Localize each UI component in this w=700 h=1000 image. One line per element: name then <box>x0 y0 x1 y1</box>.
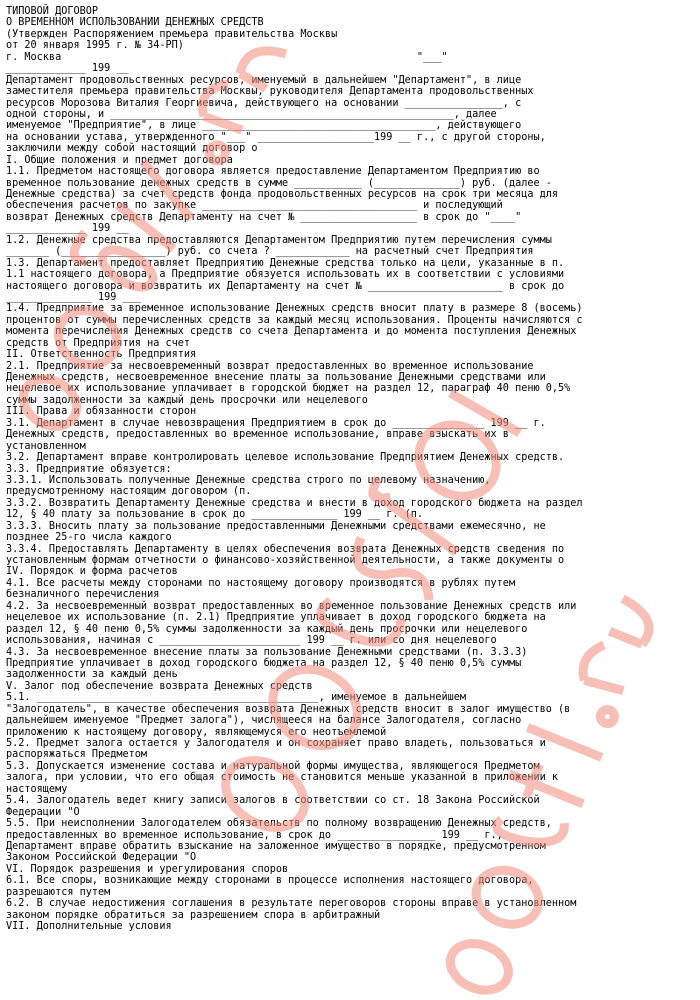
document-line: приложению к настоящему договору, являющемуся его неотъемлемой <box>6 726 387 738</box>
document-line: именуемое "Предприятие", в лице ______________________________________, действующего <box>6 120 522 132</box>
document-line: предусмотренному настоящим договором (п. <box>6 486 252 498</box>
document-line: III. Права и обязанности сторон <box>6 406 197 418</box>
document-line: VI. Порядок разрешения и урегулирования споров <box>6 863 289 875</box>
document-line: "Залогодатель", в качестве обеспечения возврата Денежных средств вносит в залог имущество (в <box>6 703 571 715</box>
document-line: 6.2. В случае недостижения соглашения в результате переговоров стороны вправе в установленном <box>6 898 577 910</box>
document-line: обеспечения расчетов по закупке ___________________________________ и последующий <box>6 200 503 212</box>
document-line: 5.2. Предмет залога остается у Залогодателя и он сохраняет право владеть, пользоваться и <box>6 738 546 749</box>
document-line: 1.2. Денежные средства предоставляются Департаментом Предприятию путем перечисления суммы <box>6 234 552 246</box>
document-line: залога, при условии, что его общая стоимость не становится меньше указанной в приложении к <box>6 772 559 784</box>
document-line: временное пользование денежных средств в сумме ___________ (______________) руб. (далее - <box>6 177 552 189</box>
document-line: Федерации "О <box>6 806 80 818</box>
document-line: задолженности за каждый день <box>6 669 178 681</box>
document-line: момента перечисления Денежных средств со счета Департамента и до момента поступления Денежных <box>6 326 577 338</box>
document-line: от 20 января 1995 г. № 34-РП) <box>6 40 184 52</box>
document-line: ______________ 199 ___ <box>6 291 141 303</box>
document-line: 5.4. Залогодатель ведет книгу записи залогов в соответствии со ст. 18 Закона Российской <box>6 795 540 807</box>
document-line: 3.3.1. Использовать полученные Денежные средства строго по целевому назначению, <box>6 474 491 486</box>
document-line: 4.3. За несвоевременное внесение платы за пользование Денежными средствами (п. 3.3.3) <box>6 646 528 658</box>
document-line: 3.3. Предприятие обязуется: <box>6 463 172 475</box>
document-body <box>6 6 694 932</box>
document-line: 1.3. Департамент предоставляет Предприятию Денежные средства только на цели, указанные в п. <box>6 257 565 269</box>
document-line: нецелевое их использование (п. 2.1) Предприятие уплачивает в доход городского бюджета на <box>6 612 546 624</box>
document-line: 5.1. ______________________________________________, именуемое в дальнейшем <box>6 692 467 704</box>
document-line: (Утвержден Распоряжением премьера правительства Москвы <box>6 28 338 40</box>
document-line: 3.3.2. Возвратить Департаменту Денежные средства и внести в доход городского бюджета на раздел <box>6 497 583 509</box>
document-line: IV. Порядок и форма расчетов <box>6 566 178 578</box>
document-line: заместителя премьера правительства Москвы, руководителя Департамента продовольственных <box>6 86 534 98</box>
document-line: заключили между собой настоящий договор о <box>6 143 258 155</box>
document-line: 5.3. Допускается изменение состава и натуральной формы имущества, являющегося Предметом <box>6 760 540 772</box>
document-line: 4.2. За несвоевременный возврат предоставленных во временное пользование Денежных средств или <box>6 600 577 612</box>
document-line: Денежные средства) за счет средств фонда продовольственных ресурсов на срок три месяца для <box>6 189 559 200</box>
document-line: 1.4. Предприятие за временное использование Денежных средств вносит плату в размере 8 (восемь) <box>6 303 583 315</box>
document-line: _______ (_________________) руб. со счета ? ____________ на расчетный счет Предприятия <box>6 246 534 258</box>
document-line: 3.3.3. Вносить плату за пользование предоставленными Денежными средствами ежемесячно, не <box>6 520 546 532</box>
document-line: распоряжаться Предметом <box>6 749 148 761</box>
document-line: 6.1. Все споры, возникающие между сторонами в процессе исполнения настоящего договора, <box>6 875 534 887</box>
document-line: Законом Российской Федерации "О <box>6 852 197 864</box>
document-line: предоставленных во временное использование, в срок до ________________ 199 __ г., <box>6 829 503 841</box>
document-line: _____________ 199 __ <box>6 223 129 235</box>
document-line: 1.1 настоящего договора, а Предприятие обязуется использовать их в соответствии с условиями <box>6 269 565 281</box>
document-line: раздел 12, § 40 пеню 0,5% суммы задолженности за каждый день просрочки или нецелевого <box>6 623 528 635</box>
document-line: разрешаются путем <box>6 886 111 898</box>
document-line: 3.3.4. Предоставлять Департаменту в целях обеспечения возврата Денежных средств сведения по <box>6 543 565 555</box>
document-line: 5.5. При неисполнении Залогодателем обязательств по полному возвращению Денежных средств, <box>6 818 552 830</box>
document-line: установленным формам отчетности о финансово-хозяйственной деятельности, а также документы о <box>6 555 565 566</box>
document-line: 4.1. Все расчеты между сторонами по настоящему договору производятся в рублях путем <box>6 577 516 589</box>
document-line: установленном <box>6 440 86 452</box>
document-line: Департамент вправе обратить взыскание на заложенное имущество в порядке, предусмотренном <box>6 840 546 852</box>
document-line: возврат Денежных средств Департаменту на счет № ___________________ в срок до "____" <box>6 211 522 223</box>
document-line: настоящего договора и возвратить их Департаменту на счет № ______________________ в срок до <box>6 280 565 292</box>
document-line: Предприятие уплачивает в доход городского бюджета на раздел 12, § 40 пеню 0,5% суммы <box>6 657 522 669</box>
document-line: позднее 25-го числа каждого <box>6 532 172 544</box>
document-line: использования, начиная с _______________________ 199 __ г. или со дня нецелевого <box>6 635 497 647</box>
document-line: 3.2. Департамент вправе контролировать целевое использование Предприятием Денежных средств. <box>6 452 565 464</box>
document-line: дальнейшем именуемое "Предмет залога"), числящееся на балансе Залогодателя, согласно <box>6 715 522 727</box>
watermark-glyph <box>443 935 515 998</box>
document-line: процентов от суммы перечисленных средств за каждый месяц использования. Проценты начисляются с <box>6 314 583 326</box>
document-line: 2.1. Предприятие за несвоевременный возврат предоставленных во временное использование <box>6 360 534 372</box>
document-line: II. Ответственность Предприятия <box>6 349 197 361</box>
document-line: V. Залог под обеспечение возврата Денежных средств <box>6 680 313 692</box>
document-line: _____________ 199 __ <box>6 63 129 75</box>
document-line: ресурсов Морозова Виталия Георгиевича, действующего на основании ________________, с <box>6 97 522 109</box>
document-line: Денежных средств, предоставленных во временное использование, вправе взыскать их в <box>6 429 509 441</box>
document-line: суммы задолженности за каждый день просрочки или нецелевого <box>6 394 368 406</box>
document-line: средств от Предприятия на счет <box>6 337 191 349</box>
document-line: 12, § 40 плату за пользование в срок до ______________ 199 __ г. (п. <box>6 509 424 521</box>
document-line: г. Москва "___" <box>6 51 448 63</box>
document-line: ТИПОВОЙ ДОГОВОР <box>6 6 99 17</box>
document-line: на основании устава, утвержденного "___" ___________________199 __ г., с другой стороны, <box>6 131 546 143</box>
document-line: законом порядке обратиться за разрешением спора в арбитражный <box>6 909 381 921</box>
document-line: нецелевое их использование уплачивает в городской бюджет на раздел 12, параграф 40 пеню 0,5% <box>6 383 571 395</box>
document-line: 3.1. Департамент в случае невозвращения Предприятием в срок до _______________ 199 __ г. <box>6 417 546 429</box>
document-line: Департамент продовольственных ресурсов, именуемый в дальнейшем "Департамент", в лице <box>6 74 522 86</box>
document-line: О ВРЕМЕННОМ ИСПОЛЬЗОВАНИИ ДЕНЕЖНЫХ СРЕДСТВ <box>6 17 264 29</box>
document-line: Денежных средств, несвоевременное внесение платы за пользование Денежными средствами или <box>6 372 546 383</box>
document-line: одной стороны, и ________________________________________________________, далее <box>6 108 497 120</box>
document-line: безналичного перечисления <box>6 589 160 601</box>
document-line: VII. Дополнительные условия <box>6 921 172 932</box>
document-line: настоящему <box>6 783 68 795</box>
document-line: I. Общие положения и предмет договора <box>6 154 233 166</box>
document-line: 1.1. Предметом настоящего договора является предоставление Департаментом Предприятию во <box>6 166 540 178</box>
